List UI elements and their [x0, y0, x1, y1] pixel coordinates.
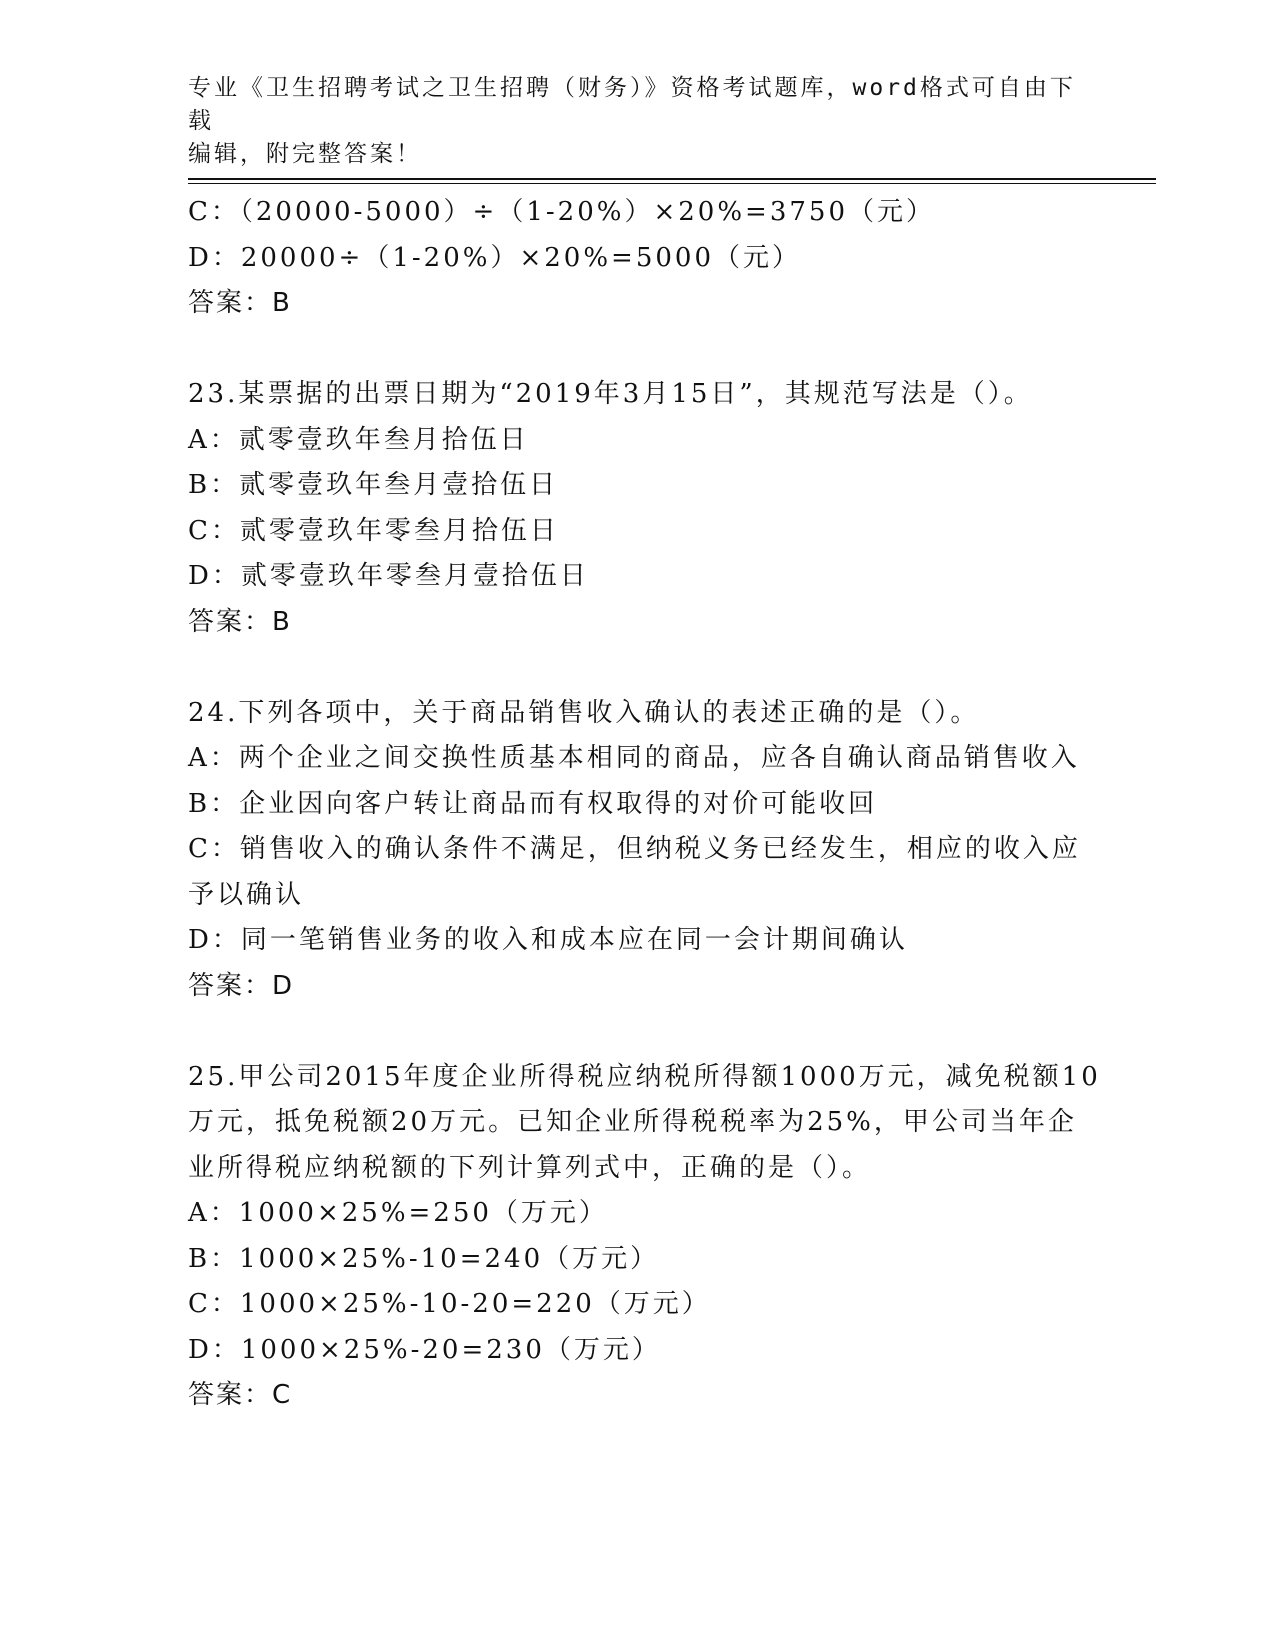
spacer — [188, 1009, 1088, 1055]
q22-option-c: C：（20000-5000）÷（1-20%）×20%=3750（元） — [188, 197, 935, 227]
document-header — [188, 72, 1088, 171]
q23-option-a: A：贰零壹玖年叁月拾伍日 — [188, 424, 529, 455]
question-23-block — [188, 372, 1088, 645]
q24-option-d: D：同一笔销售业务的收入和成本应在同一会计期间确认 — [188, 925, 908, 955]
q25-stem-line-3: 业所得税应纳税额的下列计算列式中，正确的是（）。 — [188, 1152, 872, 1183]
q23-option-b: B：贰零壹玖年叁月壹拾伍日 — [188, 470, 559, 500]
q25-option-d: D：1000×25%-20=230（万元） — [188, 1334, 661, 1365]
q23-stem: 23.某票据的出票日期为“2019年3月15日”，其规范写法是（）。 — [188, 379, 1033, 409]
question-content — [188, 190, 1101, 1419]
q25-stem-line-1: 25.甲公司2015年度企业所得税应纳税所得额1000万元，减免税额10 — [188, 1061, 1101, 1092]
q24-option-b: B：企业因向客户转让商品而有权取得的对价可能收回 — [188, 788, 878, 819]
q22-answer: 答案：B — [188, 288, 292, 318]
q24-option-c-line-1: C：销售收入的确认条件不满足，但纳税义务已经发生，相应的收入应 — [188, 834, 1081, 864]
q25-answer: 答案：C — [188, 1380, 293, 1410]
spacer — [188, 327, 1088, 373]
question-24-block — [188, 691, 1088, 1010]
q24-option-a: A：两个企业之间交换性质基本相同的商品，应各自确认商品销售收入 — [188, 743, 1080, 773]
header-divider-thick — [188, 178, 1156, 180]
q25-option-b: B：1000×25%-10=240（万元） — [188, 1243, 660, 1274]
q25-option-c: C：1000×25%-10-20=220（万元） — [188, 1289, 711, 1319]
header-line-1: 专业《卫生招聘考试之卫生招聘（财务）》资格考试题库，word格式可自由下载 — [188, 75, 1076, 134]
q23-option-c: C：贰零壹玖年零叁月拾伍日 — [188, 515, 559, 546]
question-22-block — [188, 190, 1088, 327]
spacer — [188, 645, 1088, 691]
q24-option-c-line-2: 予以确认 — [188, 879, 305, 910]
q22-option-d: D：20000÷（1-20%）×20%=5000（元） — [188, 242, 801, 273]
header-line-2: 编辑，附完整答案！ — [188, 141, 422, 167]
q24-stem: 24.下列各项中，关于商品销售收入确认的表述正确的是（）。 — [188, 697, 980, 728]
q24-answer: 答案：D — [188, 970, 295, 1001]
question-25-block — [188, 1055, 1101, 1419]
q23-option-d: D：贰零壹玖年零叁月壹拾伍日 — [188, 561, 589, 591]
q25-stem-line-2: 万元，抵免税额20万元。已知企业所得税税率为25%，甲公司当年企 — [188, 1107, 1077, 1137]
q25-option-a: A：1000×25%=250（万元） — [188, 1198, 608, 1228]
header-divider-thin — [188, 183, 1156, 184]
q23-answer: 答案：B — [188, 606, 292, 637]
